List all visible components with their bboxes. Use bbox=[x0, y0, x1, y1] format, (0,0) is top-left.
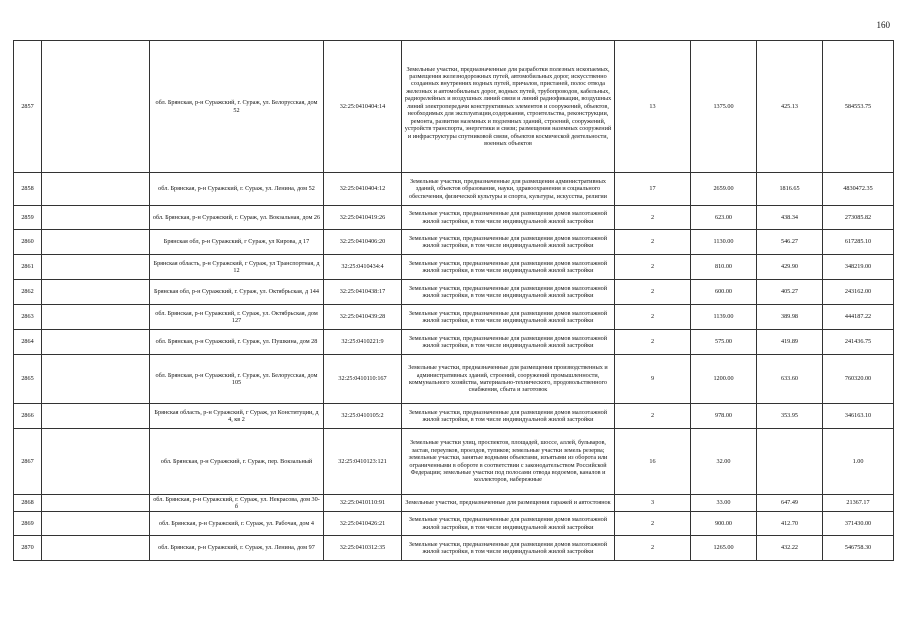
row-number: 2867 bbox=[14, 429, 42, 495]
specific-value-cell: 432.22 bbox=[757, 536, 823, 561]
permitted-use-cell: Земельные участки, предназначенные для размещения домов малоэтажной жилой застройки, в том числе индивидуальной жилой застройки bbox=[402, 512, 615, 536]
table-row bbox=[14, 41, 894, 173]
use-group-cell: 2 bbox=[615, 255, 691, 280]
cadastral-value-cell: 444187.22 bbox=[823, 305, 894, 330]
area-cell: 810.00 bbox=[691, 255, 757, 280]
use-group-cell: 17 bbox=[615, 173, 691, 206]
address-cell: Брянская обл, р-н Суражский, г. Сураж, ул. Октябрьская, д 144 bbox=[150, 280, 324, 305]
cadastral-value-cell: 760320.00 bbox=[823, 355, 894, 404]
row-number: 2864 bbox=[14, 330, 42, 355]
table-row bbox=[14, 536, 894, 561]
blank-cell bbox=[42, 173, 150, 206]
cadastral-number-cell: 32:25:0410404:14 bbox=[324, 41, 402, 173]
permitted-use-cell: Земельные участки улиц, проспектов, площадей, шоссе, аллей, бульваров, застав, переулков, проездов, тупиков; земельные участки земель резерва; земельные участки, занятые водными объектами, изъятыми из оборота или ограниченными в обороте в соответствии с законодательством Российской Федерации; земельные участки под полосами отвода водоемов, каналов и коллекторов, набережные bbox=[402, 429, 615, 495]
blank-cell bbox=[42, 206, 150, 230]
cadastral-number-cell: 32:25:0410105:2 bbox=[324, 404, 402, 429]
table-row bbox=[14, 305, 894, 330]
cadastral-number-cell: 32:25:0410406:20 bbox=[324, 230, 402, 255]
cadastral-number-cell: 32:25:0410434:4 bbox=[324, 255, 402, 280]
blank-cell bbox=[42, 355, 150, 404]
cadastral-number-cell: 32:25:0410439:28 bbox=[324, 305, 402, 330]
address-cell: обл. Брянская, р-н Суражский, г. Сураж, ул. Некрасова, дом 30-б bbox=[150, 495, 324, 512]
cadastral-value-cell: 21367.17 bbox=[823, 495, 894, 512]
permitted-use-cell: Земельные участки, предназначенные для размещения домов малоэтажной жилой застройки, в том числе индивидуальной жилой застройки bbox=[402, 404, 615, 429]
area-cell: 623.00 bbox=[691, 206, 757, 230]
address-cell: обл. Брянская, р-н Суражский, г. Сураж, ул. Белорусская, дом 52 bbox=[150, 41, 324, 173]
blank-cell bbox=[42, 495, 150, 512]
table-row bbox=[14, 280, 894, 305]
cadastral-number-cell: 32:25:0410312:35 bbox=[324, 536, 402, 561]
cadastral-number-cell: 32:25:0410110:91 bbox=[324, 495, 402, 512]
row-number: 2865 bbox=[14, 355, 42, 404]
area-cell: 33.00 bbox=[691, 495, 757, 512]
area-cell: 1139.00 bbox=[691, 305, 757, 330]
table-row bbox=[14, 330, 894, 355]
use-group-cell: 13 bbox=[615, 41, 691, 173]
row-number: 2861 bbox=[14, 255, 42, 280]
specific-value-cell: 405.27 bbox=[757, 280, 823, 305]
address-cell: обл. Брянская, р-н Суражский, г. Сураж, ул. Рабочая, дом 4 bbox=[150, 512, 324, 536]
specific-value-cell: 412.70 bbox=[757, 512, 823, 536]
permitted-use-cell: Земельные участки, предназначенные для размещения домов малоэтажной жилой застройки, в том числе индивидуальной жилой застройки bbox=[402, 206, 615, 230]
use-group-cell: 2 bbox=[615, 230, 691, 255]
address-cell: обл. Брянская, р-н Суражский, г. Сураж, ул. Вокзальная, дом 26 bbox=[150, 206, 324, 230]
use-group-cell: 2 bbox=[615, 536, 691, 561]
row-number: 2869 bbox=[14, 512, 42, 536]
table-row bbox=[14, 255, 894, 280]
address-cell: Брянская область, р-н Суражский, г Сураж, ул Конституции, д 4, кв 2 bbox=[150, 404, 324, 429]
cadastral-number-cell: 32:25:0410221:9 bbox=[324, 330, 402, 355]
use-group-cell: 3 bbox=[615, 495, 691, 512]
row-number: 2859 bbox=[14, 206, 42, 230]
table-row bbox=[14, 206, 894, 230]
row-number: 2870 bbox=[14, 536, 42, 561]
specific-value-cell: 429.90 bbox=[757, 255, 823, 280]
address-cell: Брянская обл, р-н Суражский, г Сураж, ул Кирова, д 17 bbox=[150, 230, 324, 255]
blank-cell bbox=[42, 512, 150, 536]
cadastral-value-cell: 617285.10 bbox=[823, 230, 894, 255]
table-row bbox=[14, 404, 894, 429]
area-cell: 600.00 bbox=[691, 280, 757, 305]
specific-value-cell: 438.34 bbox=[757, 206, 823, 230]
row-number: 2860 bbox=[14, 230, 42, 255]
cadastral-number-cell: 32:25:0410438:17 bbox=[324, 280, 402, 305]
blank-cell bbox=[42, 404, 150, 429]
use-group-cell: 16 bbox=[615, 429, 691, 495]
cadastral-number-cell: 32:25:0410110:167 bbox=[324, 355, 402, 404]
blank-cell bbox=[42, 429, 150, 495]
permitted-use-cell: Земельные участки, предназначенные для размещения домов малоэтажной жилой застройки, в том числе индивидуальной жилой застройки bbox=[402, 305, 615, 330]
cadastral-value-cell: 243162.00 bbox=[823, 280, 894, 305]
address-cell: Брянская область, р-н Суражский, г Сураж, ул Транспортная, д 12 bbox=[150, 255, 324, 280]
row-number: 2858 bbox=[14, 173, 42, 206]
row-number: 2866 bbox=[14, 404, 42, 429]
cadastral-value-cell: 346163.10 bbox=[823, 404, 894, 429]
specific-value-cell: 647.49 bbox=[757, 495, 823, 512]
specific-value-cell: 425.13 bbox=[757, 41, 823, 173]
permitted-use-cell: Земельные участки, предназначенные для размещения производственных и административных зданий, строений, сооружений промышленности, коммунального хозяйства, материально-технического, продовольственного снабжения, сбыта и заготовок bbox=[402, 355, 615, 404]
specific-value-cell: 389.98 bbox=[757, 305, 823, 330]
area-cell: 2659.00 bbox=[691, 173, 757, 206]
specific-value-cell bbox=[757, 429, 823, 495]
land-registry-table bbox=[13, 40, 894, 561]
address-cell: обл. Брянская, р-н Суражский, г. Сураж, ул. Белорусская, дом 105 bbox=[150, 355, 324, 404]
table-body bbox=[14, 41, 894, 561]
row-number: 2862 bbox=[14, 280, 42, 305]
cadastral-value-cell: 1.00 bbox=[823, 429, 894, 495]
address-cell: обл. Брянская, р-н Суражский, г. Сураж, пер. Вокзальный bbox=[150, 429, 324, 495]
area-cell: 1265.00 bbox=[691, 536, 757, 561]
blank-cell bbox=[42, 330, 150, 355]
blank-cell bbox=[42, 536, 150, 561]
area-cell: 575.00 bbox=[691, 330, 757, 355]
area-cell: 1375.00 bbox=[691, 41, 757, 173]
use-group-cell: 2 bbox=[615, 305, 691, 330]
permitted-use-cell: Земельные участки, предназначенные для размещения домов малоэтажной жилой застройки, в том числе индивидуальной жилой застройки bbox=[402, 536, 615, 561]
use-group-cell: 2 bbox=[615, 280, 691, 305]
row-number: 2868 bbox=[14, 495, 42, 512]
use-group-cell: 2 bbox=[615, 206, 691, 230]
area-cell: 1200.00 bbox=[691, 355, 757, 404]
cadastral-number-cell: 32:25:0410123:121 bbox=[324, 429, 402, 495]
address-cell: обл. Брянская, р-н Суражский, г. Сураж, ул. Октябрьская, дом 127 bbox=[150, 305, 324, 330]
blank-cell bbox=[42, 230, 150, 255]
area-cell: 900.00 bbox=[691, 512, 757, 536]
use-group-cell: 2 bbox=[615, 404, 691, 429]
cadastral-value-cell: 584553.75 bbox=[823, 41, 894, 173]
specific-value-cell: 419.89 bbox=[757, 330, 823, 355]
cadastral-value-cell: 348219.00 bbox=[823, 255, 894, 280]
blank-cell bbox=[42, 305, 150, 330]
cadastral-value-cell: 4830472.35 bbox=[823, 173, 894, 206]
permitted-use-cell: Земельные участки, предназначенные для размещения домов малоэтажной жилой застройки, в том числе индивидуальной жилой застройки bbox=[402, 255, 615, 280]
area-cell: 1130.00 bbox=[691, 230, 757, 255]
specific-value-cell: 353.95 bbox=[757, 404, 823, 429]
permitted-use-cell: Земельные участки, предназначенные для разработки полезных ископаемых, размещения железнодорожных путей, автомобильных дорог, искусственно созданных внутренних водных путей, причалов, пристаней, полос отвода железных и автомобильных дорог, водных путей, трубопроводов, кабельных, радиорелейных и воздушных линий связи и линий радиофикации, воздушных линий электропередачи конструктивных элементов и сооружений, объектов, необходимых для эксплуатации,содержания, строительства, реконструкции, ремонта, развития наземных и подземных зданий, строений, сооружений, устройств транспорта, энергетики и связи; размещения наземных сооружений и инфраструктуры спутниковой связи, объектов космической деятельности, военных объектов bbox=[402, 41, 615, 173]
use-group-cell: 2 bbox=[615, 330, 691, 355]
cadastral-number-cell: 32:25:0410426:21 bbox=[324, 512, 402, 536]
blank-cell bbox=[42, 41, 150, 173]
permitted-use-cell: Земельные участки, предназначенные для размещения домов малоэтажной жилой застройки, в том числе индивидуальной жилой застройки bbox=[402, 280, 615, 305]
permitted-use-cell: Земельные участки, предназначенные для размещения домов малоэтажной жилой застройки, в том числе индивидуальной жилой застройки bbox=[402, 230, 615, 255]
specific-value-cell: 546.27 bbox=[757, 230, 823, 255]
blank-cell bbox=[42, 255, 150, 280]
specific-value-cell: 633.60 bbox=[757, 355, 823, 404]
cadastral-number-cell: 32:25:0410404:12 bbox=[324, 173, 402, 206]
permitted-use-cell: Земельные участки, предназначенные для размещения административных зданий, объектов образования, науки, здравоохранения и социального обеспечения, физической культуры и спорта, культуры, искусства, религии bbox=[402, 173, 615, 206]
cadastral-value-cell: 273085.82 bbox=[823, 206, 894, 230]
use-group-cell: 2 bbox=[615, 512, 691, 536]
row-number: 2863 bbox=[14, 305, 42, 330]
blank-cell bbox=[42, 280, 150, 305]
use-group-cell: 9 bbox=[615, 355, 691, 404]
cadastral-value-cell: 241436.75 bbox=[823, 330, 894, 355]
cadastral-number-cell: 32:25:0410419:26 bbox=[324, 206, 402, 230]
area-cell: 32.00 bbox=[691, 429, 757, 495]
cadastral-value-cell: 371430.00 bbox=[823, 512, 894, 536]
table-row bbox=[14, 512, 894, 536]
table-row bbox=[14, 495, 894, 512]
address-cell: обл. Брянская, р-н Суражский, г. Сураж, ул. Пушкина, дом 28 bbox=[150, 330, 324, 355]
address-cell: обл. Брянская, р-н Суражский, г. Сураж, ул. Ленина, дом 52 bbox=[150, 173, 324, 206]
table-row bbox=[14, 173, 894, 206]
table-row bbox=[14, 355, 894, 404]
page-number: 160 bbox=[876, 20, 890, 30]
row-number: 2857 bbox=[14, 41, 42, 173]
address-cell: обл. Брянская, р-н Суражский, г. Сураж, ул. Ленина, дом 97 bbox=[150, 536, 324, 561]
area-cell: 978.00 bbox=[691, 404, 757, 429]
table-row bbox=[14, 230, 894, 255]
permitted-use-cell: Земельные участки, предназначенные для размещения гаражей и автостоянок bbox=[402, 495, 615, 512]
specific-value-cell: 1816.65 bbox=[757, 173, 823, 206]
table-row bbox=[14, 429, 894, 495]
permitted-use-cell: Земельные участки, предназначенные для размещения домов малоэтажной жилой застройки, в том числе индивидуальной жилой застройки bbox=[402, 330, 615, 355]
cadastral-value-cell: 546758.30 bbox=[823, 536, 894, 561]
